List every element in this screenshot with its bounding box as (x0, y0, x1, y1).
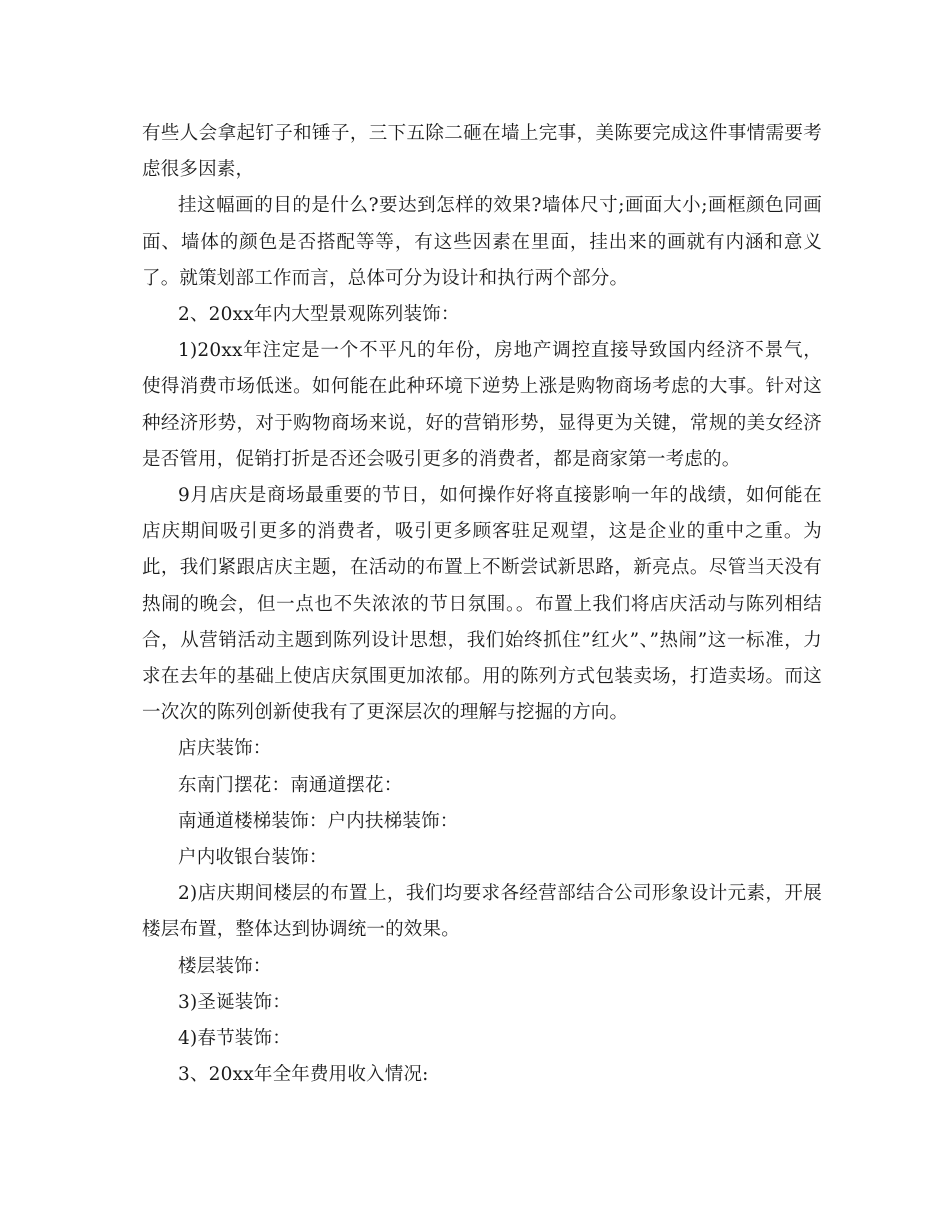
document-body (142, 116, 822, 1093)
section-heading: 3、20xx年全年费用收入情况: (178, 1064, 429, 1086)
paragraph: 挂这幅画的目的是什么?要达到怎样的效果?墙体尺寸;画面大小;画框颜色同画面、墙体的颜色是否搭配等等，有这些因素在里面，挂出来的画就有内涵和意义了。就策划部工作而言，总体可分为设计和执行两个部分。 (142, 195, 822, 289)
list-item: 店庆装饰： (178, 738, 272, 760)
paragraph: 1)20xx年注定是一个不平凡的年份，房地产调控直接导致国内经济不景气，使得消费市场低迷。如何能在此种环境下逆势上涨是购物商场考虑的大事。针对这种经济形势，对于购物商场来说，好的营销形势，显得更为关键，常规的美女经济是否管用，促销打折是否还会吸引更多的消费者，都是商家第一考虑的。 (142, 340, 822, 470)
list-item: 3)圣诞装饰： (178, 991, 291, 1013)
list-item: 4)春节装饰： (178, 1028, 291, 1050)
list-item: 南通道楼梯装饰：户内扶梯装饰： (178, 810, 459, 832)
paragraph: 9月店庆是商场最重要的节日，如何操作好将直接影响一年的战绩，如何能在店庆期间吸引更多的消费者，吸引更多顾客驻足观望，这是企业的重中之重。为此，我们紧跟店庆主题，在活动的布置上不断尝试新思路，新亮点。尽管当天没有热闹的晚会，但一点也不失浓浓的节日氛围。。布置上我们将店庆活动与陈列相结合，从营销活动主题到陈列设计思想，我们始终抓住”红火”、”热闹”这一标准，力求在去年的基础上使店庆氛围更加浓郁。用的陈列方式包装卖场，打造卖场。而这一次次的陈列创新使我有了更深层次的理解与挖掘的方向。 (142, 485, 822, 724)
paragraph: 有些人会拿起钉子和锤子，三下五除二砸在墙上完事，美陈要完成这件事情需要考虑很多因素， (142, 123, 822, 181)
list-item: 户内收银台装饰： (178, 847, 328, 869)
section-heading: 2、20xx年内大型景观陈列装饰： (178, 304, 460, 326)
list-item: 楼层装饰： (178, 955, 272, 977)
paragraph: 2)店庆期间楼层的布置上，我们均要求各经营部结合公司形象设计元素，开展楼层布置，整体达到协调统一的效果。 (142, 883, 822, 941)
list-item: 东南门摆花：南通道摆花： (178, 774, 403, 796)
